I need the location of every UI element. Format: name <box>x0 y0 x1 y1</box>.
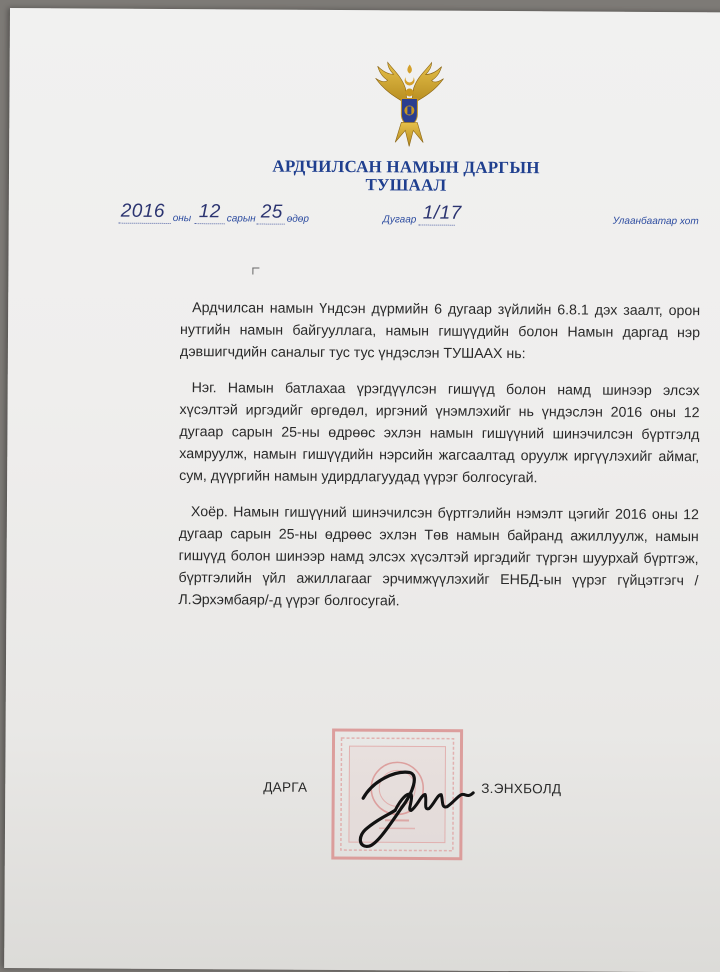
signer-title: ДАРГА <box>263 779 308 795</box>
title-line-1: АРДЧИЛСАН НАМЫН ДАРГЫН <box>272 156 540 178</box>
handwritten-signature-icon <box>349 748 490 859</box>
order-number: 1/17 <box>422 202 462 224</box>
number-underline <box>419 225 455 226</box>
day-underline <box>257 224 285 225</box>
year-suffix: оны <box>172 212 192 225</box>
page-title <box>9 156 720 196</box>
paragraph-two: Хоёр. Намын гишүүний шинэчилсэн бүртгэлийн нэмэлт цэгийг 2016 оны 12 дугаар сарын 25-ны өдрөөс эхлэн Төв намын байранд ажиллуулж, намын гишүүд болон шинээр намд элсэх хүсэлтэй иргэдийг түргэн шуурхай бүртгэж, бүртгэлийн үйл ажиллагааг эрчимжүүлэхийг ЕНБД-ын үүрэг гүйцэтгэгч /Л.Эрхэмбаяр/-д үүрэг болгосугай. <box>178 504 699 610</box>
order-body <box>178 297 700 628</box>
day-suffix: өдөр <box>286 213 309 225</box>
paragraph-one: Нэг. Намын батлахаа үрэгдүүлсэн гишүүд болон намд шинээр элсэх хүсэлтэй иргэдийг өргөдөл, иргэний үнэмлэхийг нь үндэслэн 2016 оны 12 дугаар сарын 25-ны өдрөөс эхлэн намын гишүүний шинэчилсэн бүртгэлд хамруулж, намын гишүүдийн нэрсийн жагсаалтад оруулж иргүүлэхийг аймаг, сум, дүүргийн намын удирдлагуудад үүрэг болгосугай. <box>179 380 700 487</box>
soyombo-garuda-emblem-icon <box>371 58 448 150</box>
number-label: Дугаар <box>382 214 417 226</box>
month-suffix: сарын <box>226 213 256 225</box>
place-name: Улаанбаатар хот <box>612 215 699 228</box>
date-day: 25 <box>260 201 283 223</box>
document-page <box>4 8 720 972</box>
date-year: 2016 <box>120 200 166 222</box>
margin-corner-mark <box>252 267 259 274</box>
title-line-2: ТУШААЛ <box>365 175 447 195</box>
year-underline <box>119 223 171 224</box>
month-underline <box>195 223 225 224</box>
date-month: 12 <box>198 201 221 223</box>
paragraph-intro: Ардчилсан намын Үндсэн дүрмийн 6 дугаар зүйлийн 6.8.1 дэх заалт, орон нутгийн намын байгууллага, намын гишүүдийн болон Намын даргад нэр дэвшигчдийн саналыг тус тус үндэслэн ТУШААХ нь: <box>179 300 701 363</box>
signer-name: З.ЭНХБОЛД <box>481 780 562 797</box>
dateline <box>9 200 720 234</box>
